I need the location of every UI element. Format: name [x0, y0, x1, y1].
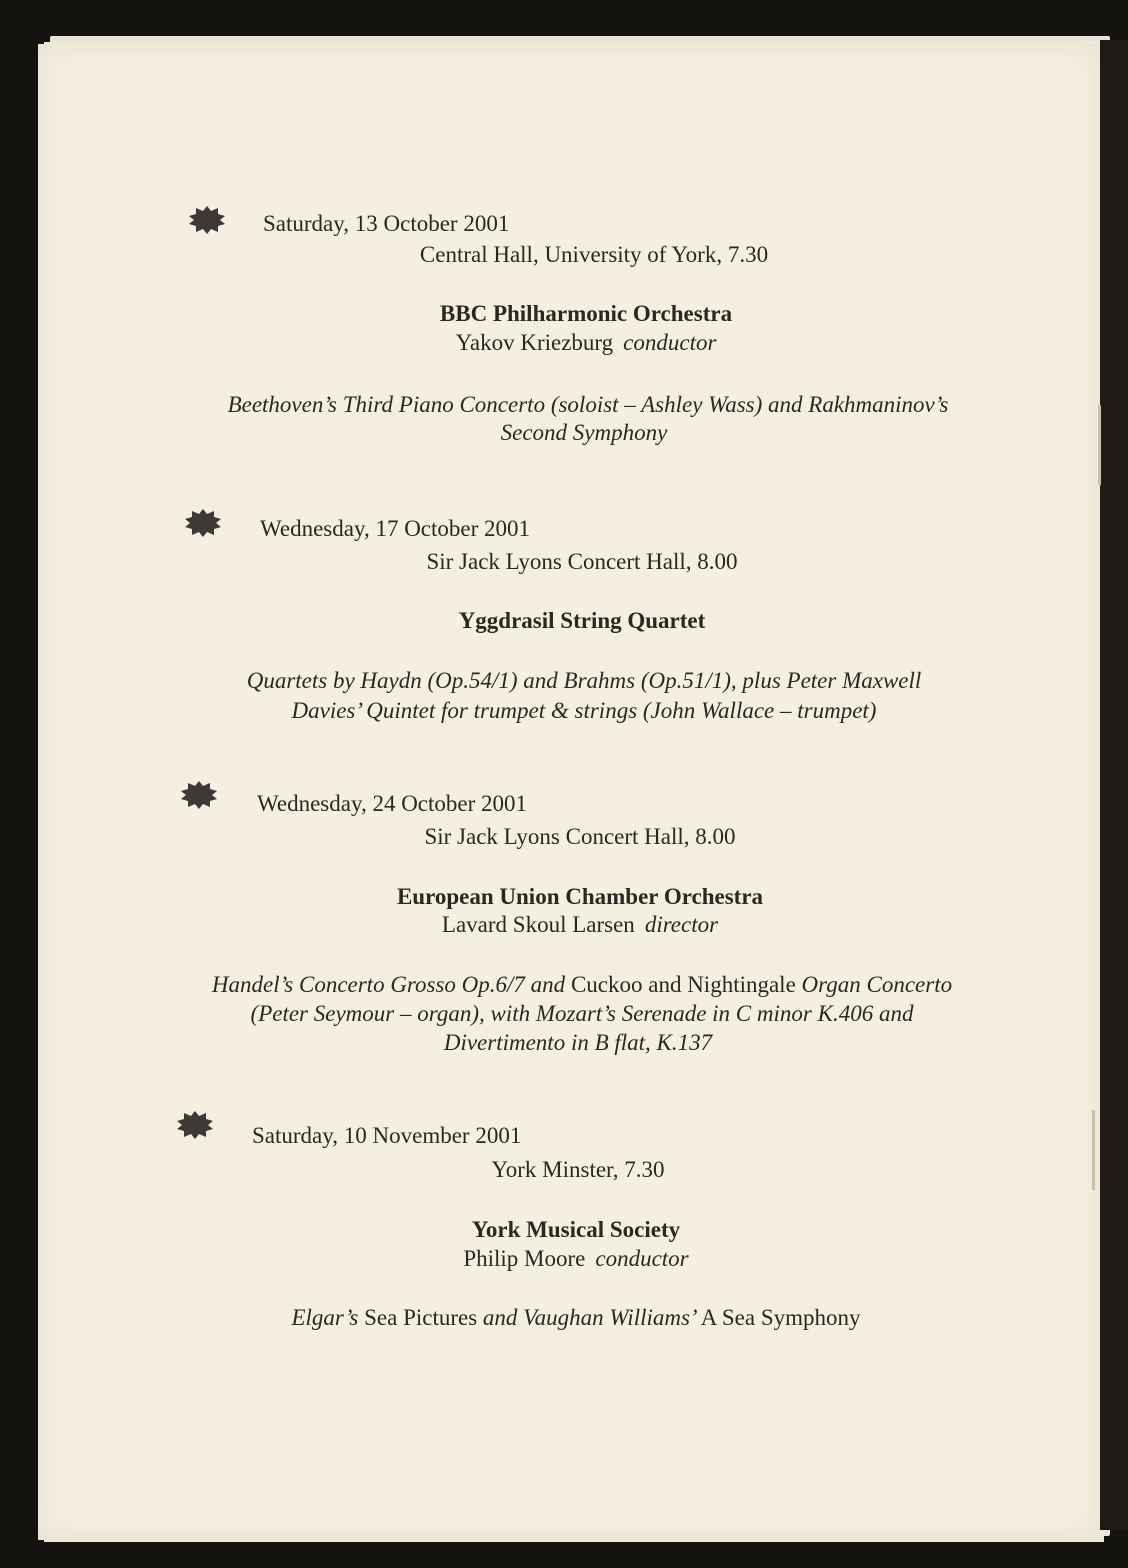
concert-performer: York Musical Society: [471, 1217, 681, 1242]
concert-date: Wednesday, 17 October 2001: [260, 516, 531, 541]
concert-program: Quartets by Haydn (Op.54/1) and Brahms (Op.51/1), plus Peter Maxwell: [246, 668, 922, 693]
conductor-name: Philip Moore: [463, 1246, 586, 1271]
concert-conductor: [22, 330, 1128, 356]
concert-program: [12, 1305, 1128, 1331]
work-title: Sea Pictures: [364, 1305, 478, 1330]
program-italic: Elgar’s: [291, 1305, 365, 1330]
concert-program: [18, 972, 1128, 998]
starburst-bullet-icon: [176, 1110, 214, 1140]
conductor-name: Yakov Kriezburg: [455, 330, 614, 355]
concert-program: Davies’ Quintet for trumpet & strings (John Wallace – trumpet): [291, 698, 877, 723]
concert-performer: Yggdrasil String Quartet: [458, 608, 706, 633]
concert-venue: Central Hall, University of York, 7.30: [419, 242, 769, 267]
work-title: A Sea Symphony: [700, 1305, 861, 1330]
concert-program: Divertimento in B flat, K.137: [443, 1030, 713, 1055]
work-title: Cuckoo and Nightingale: [570, 972, 796, 997]
conductor-role: director: [644, 912, 719, 937]
concert-program: Second Symphony: [500, 420, 668, 445]
concert-venue: Sir Jack Lyons Concert Hall, 8.00: [424, 824, 736, 849]
concert-performer: European Union Chamber Orchestra: [396, 884, 764, 909]
starburst-bullet-icon: [180, 780, 218, 810]
concert-performer: BBC Philharmonic Orchestra: [439, 301, 733, 326]
concert-program: (Peter Seymour – organ), with Mozart’s Serenade in C minor K.406 and: [250, 1001, 914, 1026]
concert-conductor: [16, 912, 1128, 938]
concert-date: Saturday, 10 November 2001: [252, 1123, 522, 1148]
starburst-bullet-icon: [184, 508, 222, 538]
conductor-name: Lavard Skoul Larsen: [441, 912, 635, 937]
program-italic: Organ Concerto: [795, 972, 953, 997]
starburst-bullet-icon: [188, 205, 226, 235]
conductor-role: conductor: [623, 330, 717, 355]
concert-venue: York Minster, 7.30: [491, 1157, 665, 1182]
concert-program: Beethoven’s Third Piano Concerto (soloist – Ashley Wass) and Rakhmaninov’s: [227, 392, 949, 417]
concert-date: Saturday, 13 October 2001: [263, 211, 510, 236]
concert-venue: Sir Jack Lyons Concert Hall, 8.00: [426, 549, 738, 574]
conductor-role: conductor: [595, 1246, 689, 1271]
concert-date: Wednesday, 24 October 2001: [257, 791, 528, 816]
concert-conductor: [12, 1246, 1128, 1272]
program-italic: Handel’s Concerto Grosso Op.6/7 and: [211, 972, 571, 997]
program-italic: and Vaughan Williams’: [477, 1305, 701, 1330]
